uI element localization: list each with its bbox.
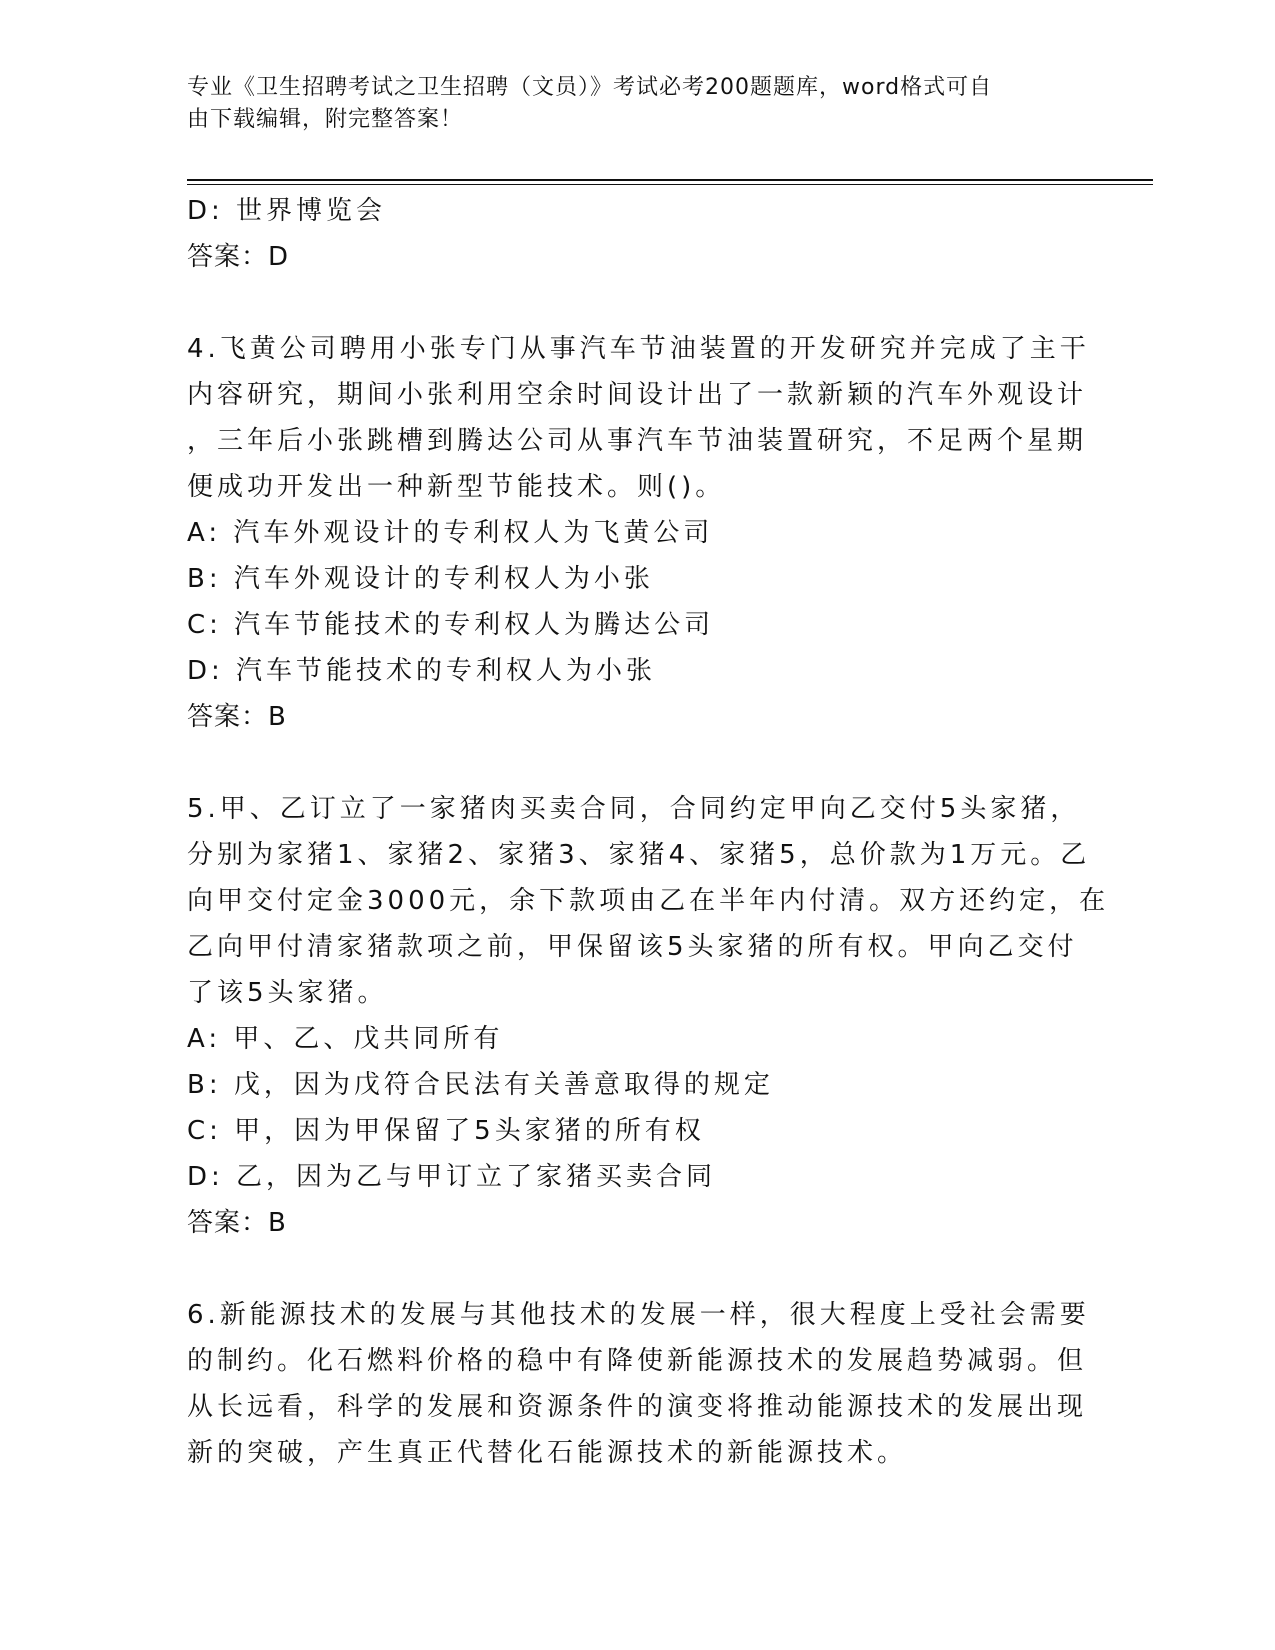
q6-stem-line: 6.新能源技术的发展与其他技术的发展一样，很大程度上受社会需要: [187, 1300, 1090, 1330]
question-3: [187, 188, 1087, 280]
q5-option-a: A: 甲、乙、戊共同所有: [187, 1024, 504, 1054]
spacer: [187, 280, 1087, 326]
q4-option-b: B: 汽车外观设计的专利权人为小张: [187, 564, 654, 594]
spacer: [187, 740, 1087, 786]
q3-option-d: D: 世界博览会: [187, 196, 387, 226]
spacer: [187, 1246, 1087, 1292]
header-line-2: 由下载编辑，附完整答案！: [187, 107, 464, 132]
q5-option-d: D: 乙，因为乙与甲订立了家猪买卖合同: [187, 1162, 717, 1192]
q5-stem-line: 了该5头家猪。: [187, 978, 388, 1008]
q5-option-b: B: 戊，因为戊符合民法有关善意取得的规定: [187, 1070, 774, 1100]
q4-answer: 答案：B: [187, 702, 287, 732]
header-line-1: 专业《卫生招聘考试之卫生招聘（文员）》考试必考200题题库，word格式可自: [187, 75, 993, 100]
q5-answer: 答案：B: [187, 1208, 287, 1238]
page-header: [187, 72, 1087, 136]
q4-stem-line: 内容研究，期间小张利用空余时间设计出了一款新颖的汽车外观设计: [187, 380, 1088, 410]
q5-stem-line: 乙向甲付清家猪款项之前，甲保留该5头家猪的所有权。甲向乙交付: [187, 932, 1078, 962]
q4-option-a: A: 汽车外观设计的专利权人为飞黄公司: [187, 518, 714, 548]
question-4: [187, 326, 1090, 740]
q4-stem-line: ，三年后小张跳槽到腾达公司从事汽车节油装置研究，不足两个星期: [187, 426, 1088, 456]
q4-option-d: D: 汽车节能技术的专利权人为小张: [187, 656, 657, 686]
header-divider-thin: [187, 184, 1153, 185]
q4-option-c: C: 汽车节能技术的专利权人为腾达公司: [187, 610, 715, 640]
document-body: [187, 188, 1110, 1476]
question-5: [187, 786, 1110, 1246]
q5-option-c: C: 甲，因为甲保留了5头家猪的所有权: [187, 1116, 705, 1146]
q4-stem-line: 便成功开发出一种新型节能技术。则()。: [187, 472, 726, 502]
question-6: [187, 1292, 1090, 1476]
q5-stem-line: 5.甲、乙订立了一家猪肉买卖合同，合同约定甲向乙交付5头家猪，: [187, 794, 1081, 824]
q5-stem-line: 分别为家猪1、家猪2、家猪3、家猪4、家猪5，总价款为1万元。乙: [187, 840, 1091, 870]
header-divider-thick: [187, 179, 1153, 181]
q4-stem-line: 4.飞黄公司聘用小张专门从事汽车节油装置的开发研究并完成了主干: [187, 334, 1090, 364]
q5-stem-line: 向甲交付定金3000元，余下款项由乙在半年内付清。双方还约定，在: [187, 886, 1110, 916]
q6-stem-line: 的制约。化石燃料价格的稳中有降使新能源技术的发展趋势减弱。但: [187, 1346, 1088, 1376]
q6-stem-line: 新的突破，产生真正代替化石能源技术的新能源技术。: [187, 1438, 908, 1468]
q6-stem-line: 从长远看，科学的发展和资源条件的演变将推动能源技术的发展出现: [187, 1392, 1088, 1422]
q3-answer: 答案：D: [187, 242, 290, 272]
